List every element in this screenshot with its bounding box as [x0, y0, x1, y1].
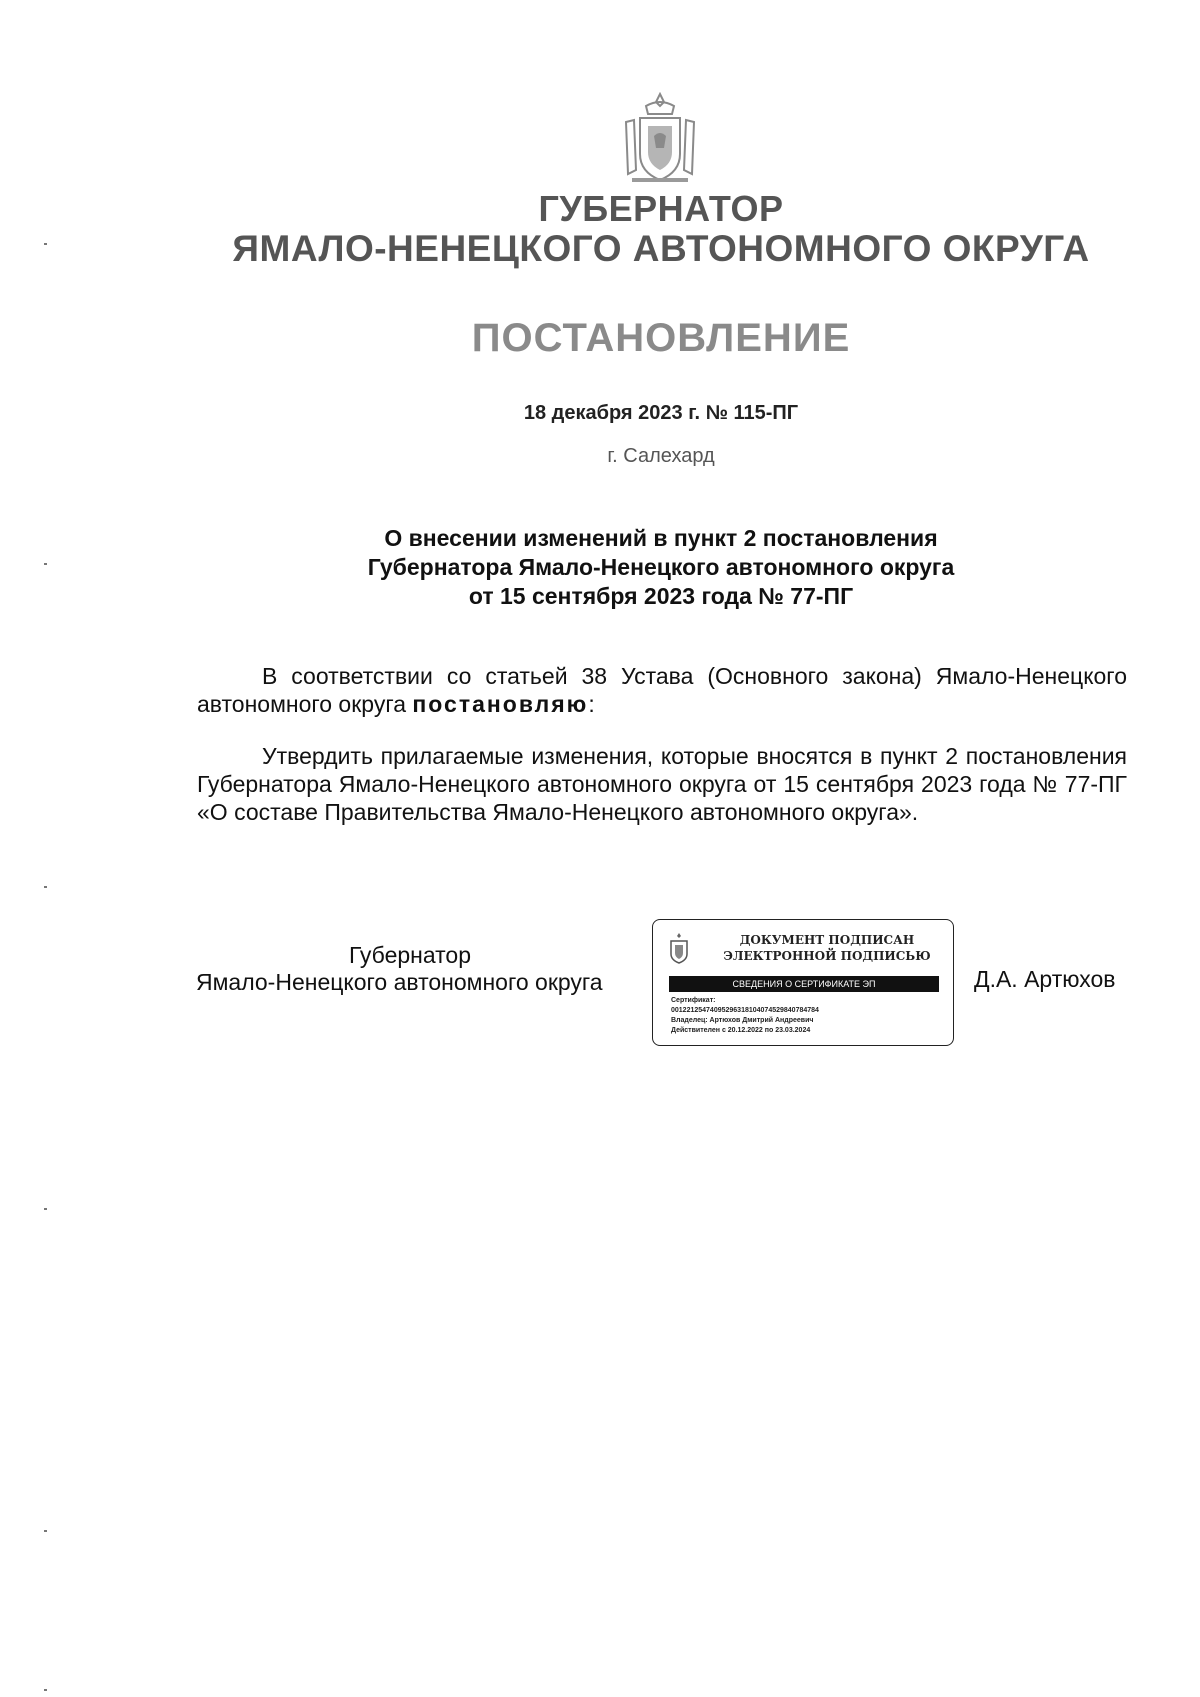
scan-mark [44, 1208, 47, 1210]
signatory-name: Д.А. Артюхов [974, 966, 1116, 992]
preamble-text: В соответствии со статьей 38 Устава (Основного закона) Ямало-Ненецкого автономного округа [197, 663, 1127, 717]
decree-keyword: постановляю [412, 691, 589, 717]
document-city: г. Салехард [607, 445, 715, 467]
certificate-details [671, 996, 819, 1036]
scan-mark [44, 886, 47, 888]
certificate-validity: Действителен с 20.12.2022 по 23.03.2024 [671, 1027, 811, 1034]
subject-line: О внесении изменений в пункт 2 постановления [384, 525, 938, 551]
scan-mark [44, 243, 47, 245]
org-title-line2: ЯМАЛО-НЕНЕЦКОГО АВТОНОМНОГО ОКРУГА [232, 228, 1090, 269]
document-date-number: 18 декабря 2023 г. № 115-ПГ [523, 402, 799, 424]
certificate-owner: Владелец: Артюхов Дмитрий Андреевич [671, 1017, 814, 1024]
subject-line: Губернатора Ямало-Ненецкого автономного округа [367, 554, 955, 580]
decree-text: Утвердить прилагаемые изменения, которые вносятся в пункт 2 постановления Губернатора Ямало-Ненецкого автономного округа от 15 сентября 2023 года № 77-ПГ «О составе Правительства Ямало-Ненецкого автономного округа». [197, 743, 1127, 825]
preamble-colon: : [588, 691, 595, 717]
scan-mark [44, 563, 47, 565]
stamp-title-line: ДОКУМЕНТ ПОДПИСАН [739, 933, 915, 947]
scan-mark [44, 1689, 47, 1691]
decree-paragraph [197, 742, 1127, 826]
preamble-paragraph [197, 662, 1127, 718]
document-type-heading: ПОСТАНОВЛЕНИЕ [471, 316, 851, 360]
certificate-number: 00122125474095296318104074529840784784 [671, 1007, 819, 1014]
electronic-signature-stamp [652, 919, 954, 1046]
coat-of-arms-icon [624, 92, 696, 186]
subject-line: от 15 сентября 2023 года № 77-ПГ [468, 583, 854, 609]
org-title-line1: ГУБЕРНАТОР [538, 188, 784, 229]
coat-of-arms-icon [667, 932, 691, 964]
document-subject [0, 524, 1200, 611]
scan-mark [44, 1530, 47, 1532]
stamp-title-line: ЭЛЕКТРОННОЙ ПОДПИСЬЮ [723, 949, 931, 963]
certificate-label: Сертификат: [671, 997, 716, 1004]
signatory-position-line2: Ямало-Ненецкого автономного округа [196, 969, 603, 995]
certificate-info-bar: СВЕДЕНИЯ О СЕРТИФИКАТЕ ЭП [669, 976, 939, 992]
signatory-position-line1: Губернатор [349, 942, 472, 968]
stamp-title [717, 932, 937, 964]
